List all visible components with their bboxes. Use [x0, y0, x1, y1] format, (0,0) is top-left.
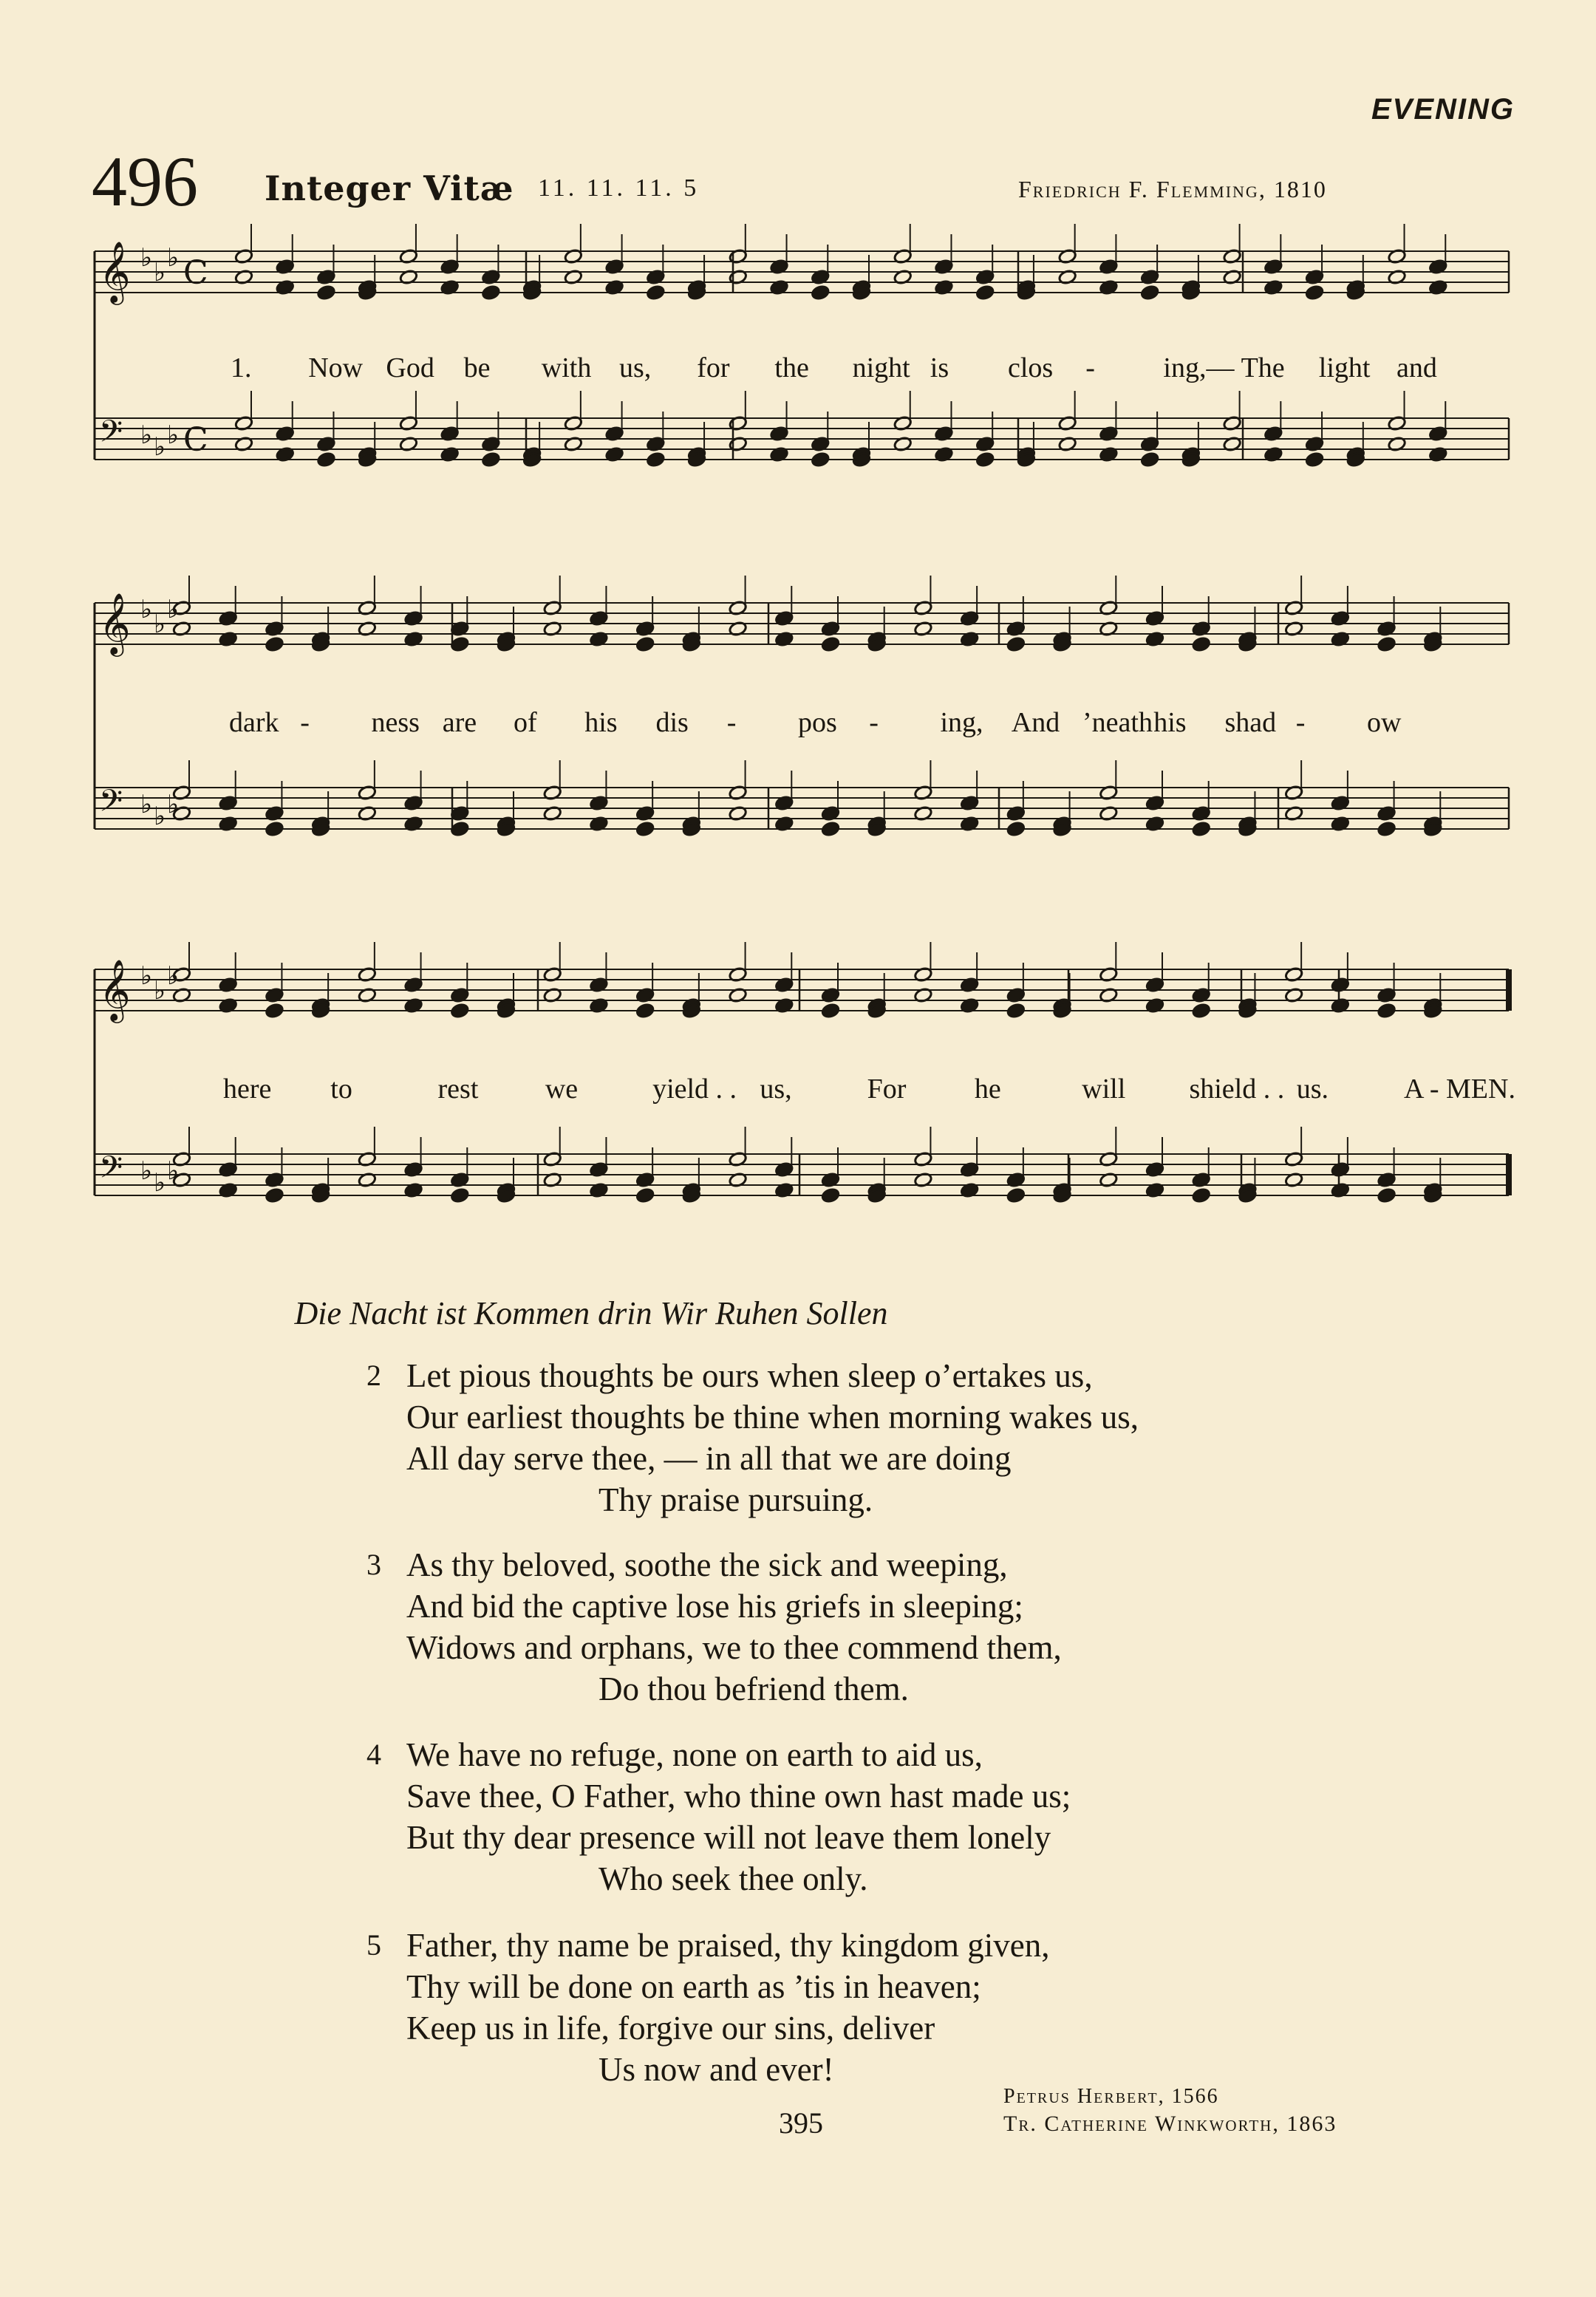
lyric-syllable: rest — [437, 1074, 479, 1105]
lyric-syllable: yield . . — [652, 1074, 737, 1105]
note-head — [1377, 1003, 1396, 1019]
note-head — [265, 1187, 284, 1204]
stanza-line: Thy will be done on earth as ’tis in heaven; — [406, 1968, 981, 2005]
lyric-syllable: with — [541, 352, 592, 383]
lyric-syllable: ow — [1367, 707, 1402, 738]
lyric-syllable: night — [852, 352, 910, 383]
note-head — [1377, 636, 1396, 652]
note-head — [481, 451, 500, 468]
lyric-syllable: ness — [371, 707, 420, 738]
flat-icon: ♭ — [140, 1156, 153, 1186]
note-head — [635, 636, 655, 652]
note-head — [450, 1187, 469, 1204]
lyric-syllable: dark — [229, 707, 279, 738]
note-head — [821, 636, 840, 652]
note-head — [821, 1187, 840, 1204]
section-header: EVENING — [1371, 93, 1515, 126]
flat-icon: ♭ — [140, 243, 153, 273]
flat-icon: ♭ — [154, 976, 166, 1006]
flat-icon: ♭ — [167, 243, 180, 273]
note-head — [1377, 1187, 1396, 1204]
lyric-syllable: are — [442, 707, 477, 738]
stanza-line: And bid the captive lose his griefs in sleeping; — [406, 1588, 1023, 1625]
stanza-number: 5 — [366, 1928, 381, 1962]
flat-icon: ♭ — [167, 420, 180, 450]
hymn-number: 496 — [92, 142, 198, 221]
lyric-syllable: the — [774, 352, 809, 383]
note-head — [265, 1003, 284, 1019]
stanza-5 — [366, 1925, 1050, 2090]
note-head — [450, 636, 469, 652]
note-head — [1006, 636, 1026, 652]
lyric-syllable: here — [223, 1074, 272, 1105]
stanza-line: Thy praise pursuing. — [598, 1481, 873, 1518]
note-head — [975, 451, 995, 468]
note-head — [975, 284, 995, 301]
note-head — [1006, 821, 1026, 837]
lyric-syllable: his — [1153, 707, 1187, 738]
note-head — [1006, 1003, 1026, 1019]
stanza-line: We have no refuge, none on earth to aid us, — [406, 1736, 983, 1773]
lyric-syllable: - — [300, 707, 310, 738]
lyric-syllable: And — [1011, 707, 1060, 738]
lyric-syllable: he — [974, 1074, 1001, 1105]
lyric-syllable: ’neath — [1082, 707, 1153, 738]
stanza-number: 4 — [366, 1738, 381, 1771]
stanza-line: All day serve thee, — in all that we are doing — [406, 1440, 1012, 1477]
stanza-line: Who seek thee only. — [598, 1860, 868, 1897]
lyric-syllable: is — [930, 352, 949, 383]
lyric-syllable: shad — [1224, 707, 1277, 738]
note-head — [646, 284, 665, 301]
tune-name: Integer Vitæ — [265, 168, 514, 208]
note-head — [1192, 636, 1211, 652]
stanza-line: Do thou befriend them. — [598, 1670, 909, 1707]
note-head — [646, 451, 665, 468]
lyric-syllable: to — [330, 1074, 352, 1105]
note-head — [1305, 451, 1324, 468]
flat-icon: ♭ — [167, 790, 180, 819]
lyric-syllable: - — [869, 707, 879, 738]
translator-credit: Tr. Catherine Winkworth, 1863 — [1003, 2112, 1337, 2136]
flat-icon: ♭ — [167, 595, 180, 624]
stanza-4 — [366, 1734, 1071, 1900]
flat-icon: ♭ — [154, 1168, 166, 1198]
meter: 11. 11. 11. 5 — [538, 174, 700, 202]
stanza-line: Save thee, O Father, who thine own hast made us; — [406, 1778, 1071, 1815]
flat-icon: ♭ — [154, 432, 166, 462]
author-credit: Petrus Herbert, 1566 — [1003, 2085, 1219, 2108]
lyric-syllable: - — [726, 707, 737, 738]
note-head — [1305, 284, 1324, 301]
lyric-syllable: clos — [1008, 352, 1054, 383]
source-title: Die Nacht ist Kommen drin Wir Ruhen Sollen — [294, 1295, 888, 1331]
flat-icon: ♭ — [140, 420, 153, 450]
bass-clef-icon: 𝄢 — [99, 1150, 123, 1192]
note-head — [635, 821, 655, 837]
lyric-syllable: his — [584, 707, 618, 738]
note-head — [1192, 821, 1211, 837]
treble-clef-icon: 𝄞 — [99, 958, 131, 1020]
flat-icon: ♭ — [167, 961, 180, 991]
lyric-syllable: For — [867, 1074, 907, 1105]
lyric-syllable: we — [545, 1074, 579, 1105]
lyric-syllable: us. — [1296, 1074, 1329, 1105]
lyric-syllable: A - MEN. — [1404, 1074, 1515, 1105]
lyric-syllable: The — [1241, 352, 1285, 383]
note-head — [821, 821, 840, 837]
flat-icon: ♭ — [154, 802, 166, 831]
stanza-number: 3 — [366, 1548, 381, 1581]
note-head — [1006, 1187, 1026, 1204]
lyric-syllable: ing, — [940, 707, 983, 738]
lyric-syllable: for — [697, 352, 730, 383]
note-head — [1140, 284, 1159, 301]
lyric-syllable: shield . . — [1189, 1074, 1285, 1105]
lyric-syllable: - — [1085, 352, 1095, 383]
flat-icon: ♭ — [154, 610, 166, 639]
lyric-syllable: be — [463, 352, 491, 383]
note-head — [317, 284, 336, 301]
stanza-line: Widows and orphans, we to thee commend them, — [406, 1629, 1062, 1666]
lyric-syllable: Now — [308, 352, 364, 383]
lyric-syllable: light — [1318, 352, 1371, 383]
stanza-line: As thy beloved, soothe the sick and weeping, — [406, 1546, 1008, 1583]
stanza-2 — [366, 1355, 1139, 1520]
stanza-3 — [366, 1544, 1062, 1710]
note-head — [1192, 1003, 1211, 1019]
note-head — [635, 1187, 655, 1204]
note-head — [1140, 451, 1159, 468]
stanza-line: Us now and ever! — [598, 2051, 834, 2088]
note-head — [1192, 1187, 1211, 1204]
stanza-number: 2 — [366, 1359, 381, 1392]
composer-credit: Friedrich F. Flemming, 1810 — [1018, 176, 1327, 202]
note-head — [450, 821, 469, 837]
treble-clef-icon: 𝄞 — [99, 240, 131, 302]
common-time-icon: C — [183, 421, 208, 459]
note-head — [481, 284, 500, 301]
flat-icon: ♭ — [167, 1156, 180, 1186]
note-head — [317, 451, 336, 468]
note-head — [450, 1003, 469, 1019]
page-number: 395 — [779, 2106, 823, 2140]
common-time-icon: C — [183, 254, 208, 292]
flat-icon: ♭ — [154, 258, 166, 287]
flat-icon: ♭ — [140, 595, 153, 624]
note-head — [265, 821, 284, 837]
note-head — [811, 284, 830, 301]
bass-clef-icon: 𝄢 — [99, 783, 123, 826]
lyric-syllable: 1. — [231, 352, 252, 383]
lyric-syllable: us, — [760, 1074, 792, 1105]
lyric-syllable: and — [1396, 352, 1437, 383]
stanza-line: Father, thy name be praised, thy kingdom given, — [406, 1927, 1050, 1964]
treble-clef-icon: 𝄞 — [99, 592, 131, 654]
lyric-syllable: of — [514, 707, 537, 738]
lyric-syllable: God — [386, 352, 434, 383]
lyric-syllable: pos — [798, 707, 837, 738]
note-head — [265, 636, 284, 652]
lyric-syllable: - — [1295, 707, 1306, 738]
lyric-syllable: ing,— — [1163, 352, 1235, 383]
lyric-syllable: dis — [655, 707, 689, 738]
lyric-syllable: us, — [619, 352, 652, 383]
note-head — [1377, 821, 1396, 837]
note-head — [635, 1003, 655, 1019]
flat-icon: ♭ — [140, 790, 153, 819]
stanza-line: Let pious thoughts be ours when sleep o’ertakes us, — [406, 1357, 1093, 1394]
note-head — [821, 1003, 840, 1019]
flat-icon: ♭ — [140, 961, 153, 991]
stanza-line: Our earliest thoughts be thine when morning wakes us, — [406, 1399, 1139, 1436]
stanza-line: But thy dear presence will not leave them lonely — [406, 1819, 1051, 1856]
lyric-syllable: will — [1082, 1074, 1126, 1105]
bass-clef-icon: 𝄢 — [99, 414, 123, 457]
note-head — [811, 451, 830, 468]
stanza-line: Keep us in life, forgive our sins, deliver — [406, 2010, 935, 2047]
